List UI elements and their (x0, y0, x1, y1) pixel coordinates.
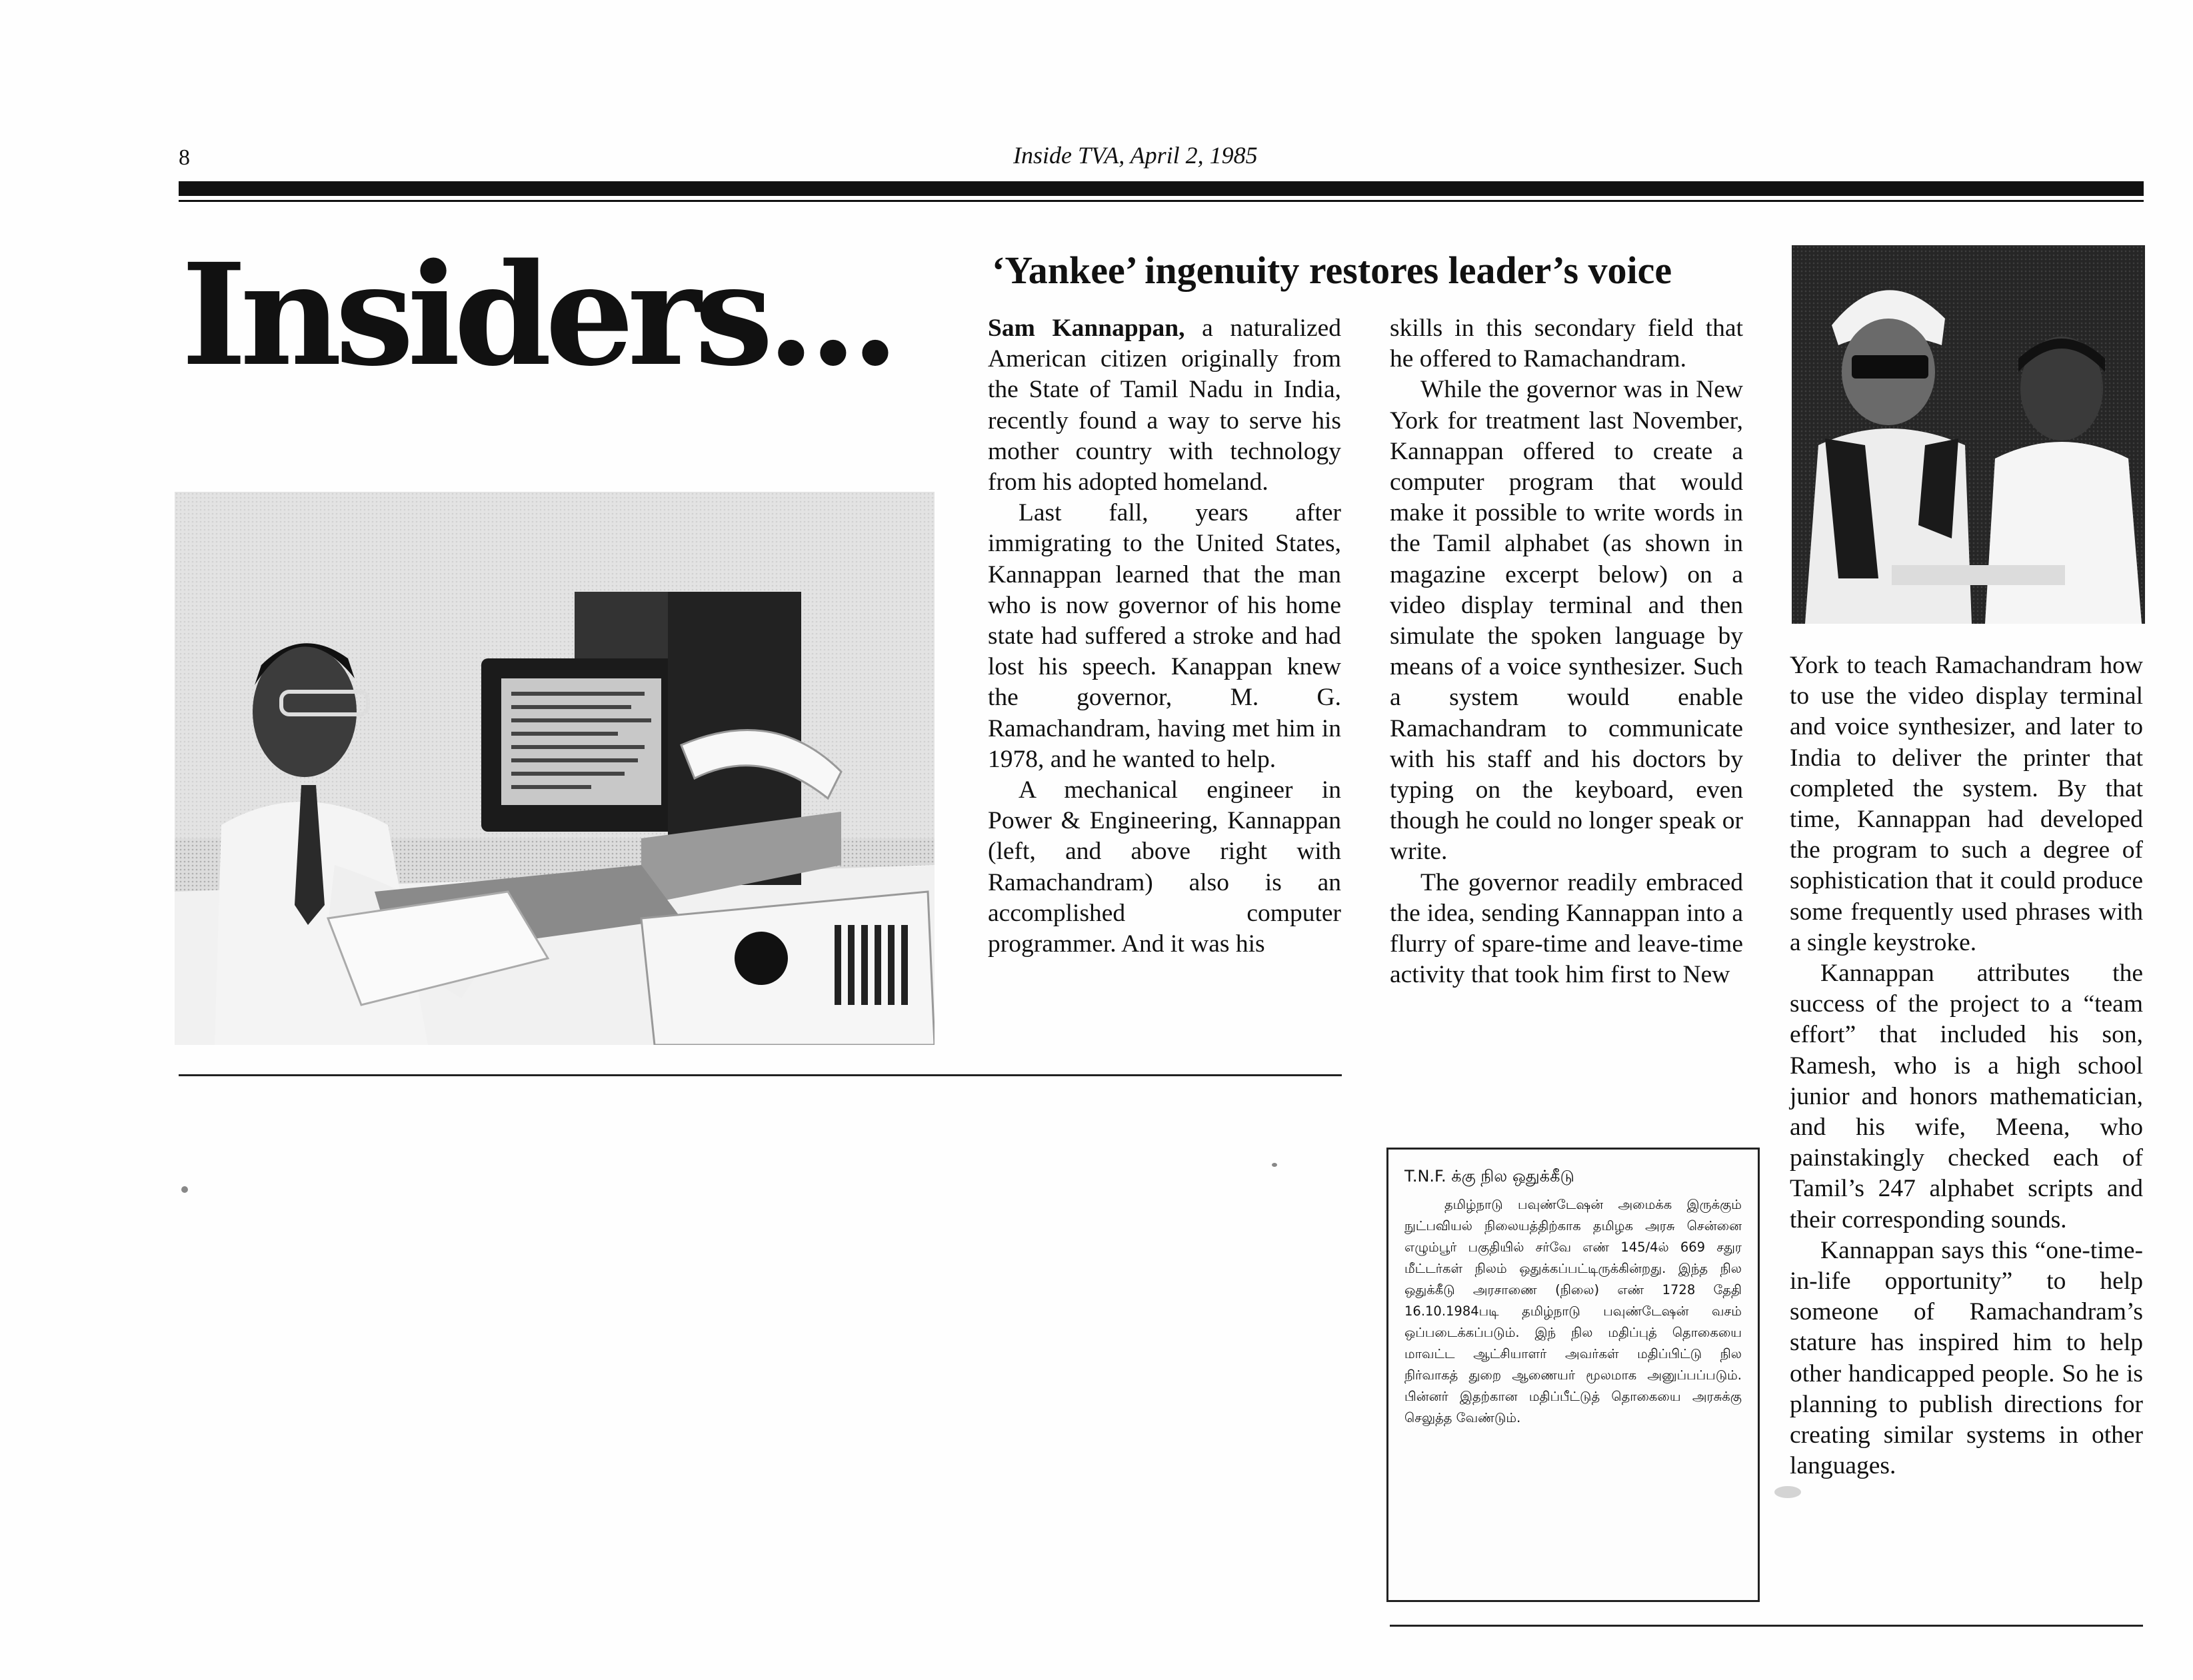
paragraph: skills in this secondary field that he offered to Ramachandram. (1390, 315, 1743, 373)
publication-header: Inside TVA, April 2, 1985 (1013, 142, 1258, 169)
photo-man-at-computer (175, 492, 935, 1045)
article-headline: ‘Yankee’ ingenuity restores leader’s voice (992, 249, 1672, 292)
section-title: Insiders... (181, 233, 893, 397)
paragraph: Kannappan attributes the success of the project to a “team effort” that included his son, Ramesh, who is a high school junior and honors mathematician, and his wife, Meena, who painstakingly checked each of Tamil’s 247 alphabet scripts and their corresponding sounds. (1790, 960, 2143, 1234)
article-column-3 (1790, 650, 2143, 1481)
excerpt-title: T.N.F. க்கு நில ஒதுக்கீடு (1404, 1167, 1574, 1186)
photo-kannappan-with-ramachandram (1792, 245, 2145, 624)
print-speck (1272, 1163, 1277, 1167)
paragraph: A mechanical engineer in Power & Engineering, Kannappan (left, and above right with Ramachandram) also is an accomplished computer programmer. And it was his (988, 776, 1341, 958)
header-rule-thin (179, 200, 2144, 202)
paragraph: The governor readily embraced the idea, sending Kannappan into a flurry of spare-time and leave-time activity that took him first to New (1390, 868, 1743, 989)
print-speck (1774, 1486, 1801, 1498)
paragraph: a naturalized American citizen originally from the State of Tamil Nadu in India, recently found a way to serve his mother country with technology from his adopted homeland. (988, 315, 1342, 496)
page-number: 8 (179, 145, 190, 170)
paragraph: York to teach Ramachandram how to use the video display terminal and voice synthesizer, and later to India to deliver the printer that completed the system. By that time, Kannappan had developed the program to such a degree of sophistication that it could produce some frequently used phrases with a single keystroke. (1790, 652, 2143, 956)
section-divider (1390, 1625, 2143, 1627)
print-speck (181, 1186, 188, 1193)
article-column-2 (1390, 313, 1743, 990)
subject-name: Sam Kannappan, (988, 315, 1185, 342)
tamil-magazine-excerpt (1386, 1148, 1760, 1602)
paragraph: Last fall, years after immigrating to the United States, Kannappan learned that the man who is now governor of his home state had suffered a stroke and had lost his speech. Kanappan knew the governor, M. G. Ramachandram, having met him in 1978, and he wanted to help. (988, 499, 1341, 773)
section-divider (179, 1074, 1342, 1076)
article-column-1 (988, 313, 1341, 960)
paragraph: Kannappan says this “one-time-in-life opportunity” to help someone of Ramachandram’s stature has inspired him to help other handicapped people. So he is planning to publish directions for creating similar systems in other languages. (1790, 1236, 2143, 1480)
excerpt-body: தமிழ்நாடு பவுண்டேஷன் அமைக்க இருக்கும் நுட்பவியல் நிலையத்திற்காக தமிழக அரசு சென்னை எழும்பூர் பகுதியில் சர்வே எண் 145/4ல் 669 சதுர மீட்டர்கள் நிலம் ஒதுக்கப்பட்டிருக்கின்றது. இந்த நில ஒதுக்கீடு அரசாணை (நிலை) எண் 1728 தேதி 16.10.1984படி தமிழ்நாடு பவுண்டேஷன் வசம் ஒப்படைக்கப்படும். இந் நில மதிப்புத் தொகையை மாவட்ட ஆட்சியாளர் அவர்கள் மதிப்பிட்டு நில நிர்வாகத் துறை ஆணையர் மூலமாக அனுப்பப்படும். பின்னர் இதற்கான மதிப்பீட்டுத் தொகையை அரசுக்கு செலுத்த வேண்டும். (1404, 1197, 1742, 1425)
paragraph: While the governor was in New York for treatment last November, Kannappan offered to create a computer program that would make it possible to write words in the Tamil alphabet (as shown in magazine excerpt below) on a video display terminal and then simulate the spoken language by means of a voice synthesizer. Such a system would enable Ramachandram to communicate with his staff and his doctors by typing on the keyboard, even though he could no longer speak or write. (1390, 376, 1743, 866)
header-rule-thick (179, 181, 2144, 196)
